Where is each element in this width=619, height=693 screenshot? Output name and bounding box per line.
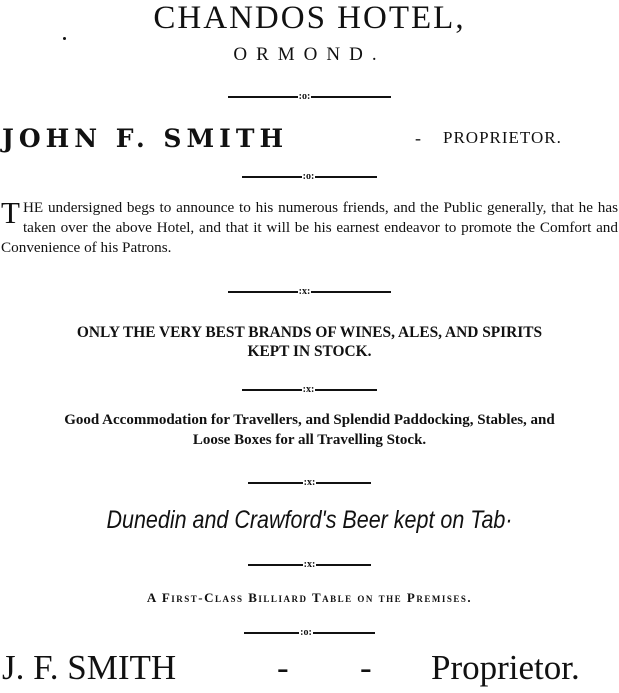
footer-name: J. F. SMITH bbox=[2, 648, 177, 687]
divider-mark: :x: bbox=[303, 559, 316, 570]
divider-line bbox=[228, 96, 298, 98]
wines-line-1: ONLY THE VERY BEST BRANDS OF WINES, ALES, AND SPIRITS bbox=[76, 324, 543, 341]
wines-notice bbox=[0, 323, 619, 361]
footer-title: Proprietor. bbox=[431, 648, 580, 687]
divider-line bbox=[244, 632, 299, 634]
divider-line bbox=[228, 291, 298, 293]
accommodation-line-2: Loose Boxes for all Travelling Stock. bbox=[192, 432, 427, 448]
divider-mark: :o: bbox=[302, 171, 315, 182]
proprietor-name: JOHN F. SMITH bbox=[2, 124, 289, 153]
footer-dash: - bbox=[360, 648, 372, 687]
divider-mark: :x: bbox=[298, 286, 311, 297]
divider-mark: :o: bbox=[300, 627, 312, 638]
divider-line bbox=[311, 96, 391, 98]
divider-line bbox=[315, 176, 377, 178]
proprietor-title: PROPRIETOR. bbox=[443, 128, 562, 147]
divider-line bbox=[313, 632, 375, 634]
drop-cap: T bbox=[1, 195, 20, 230]
proprietor-line bbox=[0, 124, 619, 156]
proprietor-dash: - bbox=[415, 128, 421, 148]
divider-line bbox=[242, 176, 302, 178]
divider-line bbox=[311, 291, 391, 293]
divider-x-2 bbox=[0, 385, 619, 395]
divider-line bbox=[248, 482, 303, 484]
divider-line bbox=[316, 482, 371, 484]
divider-mark: :x: bbox=[302, 384, 315, 395]
divider-line bbox=[315, 389, 377, 391]
announcement-text: HE undersigned begs to announce to his numerous friends, and the Public generally, that he has taken over the above Hotel, and that it will be his earnest endeavor to promote the Comfort and Convenience of his Patrons. bbox=[1, 199, 618, 256]
hotel-name-heading: CHANDOS HOTEL, bbox=[153, 0, 466, 36]
announcement-paragraph bbox=[1, 195, 618, 258]
divider-line bbox=[242, 389, 302, 391]
beer-notice: Dunedin and Crawford's Beer kept on Tab· bbox=[106, 506, 513, 534]
divider-o-3 bbox=[0, 628, 619, 638]
footer-signature bbox=[0, 648, 619, 693]
divider-x-4 bbox=[0, 560, 619, 570]
footer-dash: - bbox=[277, 648, 289, 687]
ink-speck bbox=[63, 37, 66, 40]
divider-mark: :x: bbox=[303, 477, 316, 488]
wines-line-2: KEPT IN STOCK. bbox=[247, 343, 372, 360]
billiard-notice: A First-Class Billiard Table on the Premises. bbox=[146, 590, 473, 605]
divider-x-1 bbox=[0, 287, 619, 297]
divider-x-3 bbox=[0, 478, 619, 488]
accommodation-line-1: Good Accommodation for Travellers, and Splendid Paddocking, Stables, and bbox=[64, 412, 555, 428]
divider-mark: :o: bbox=[298, 91, 311, 102]
town-name: ORMOND. bbox=[233, 44, 386, 65]
accommodation-notice bbox=[0, 410, 619, 450]
divider-o-1 bbox=[0, 92, 619, 102]
divider-o-2 bbox=[0, 172, 619, 182]
divider-line bbox=[248, 564, 303, 566]
divider-line bbox=[316, 564, 371, 566]
